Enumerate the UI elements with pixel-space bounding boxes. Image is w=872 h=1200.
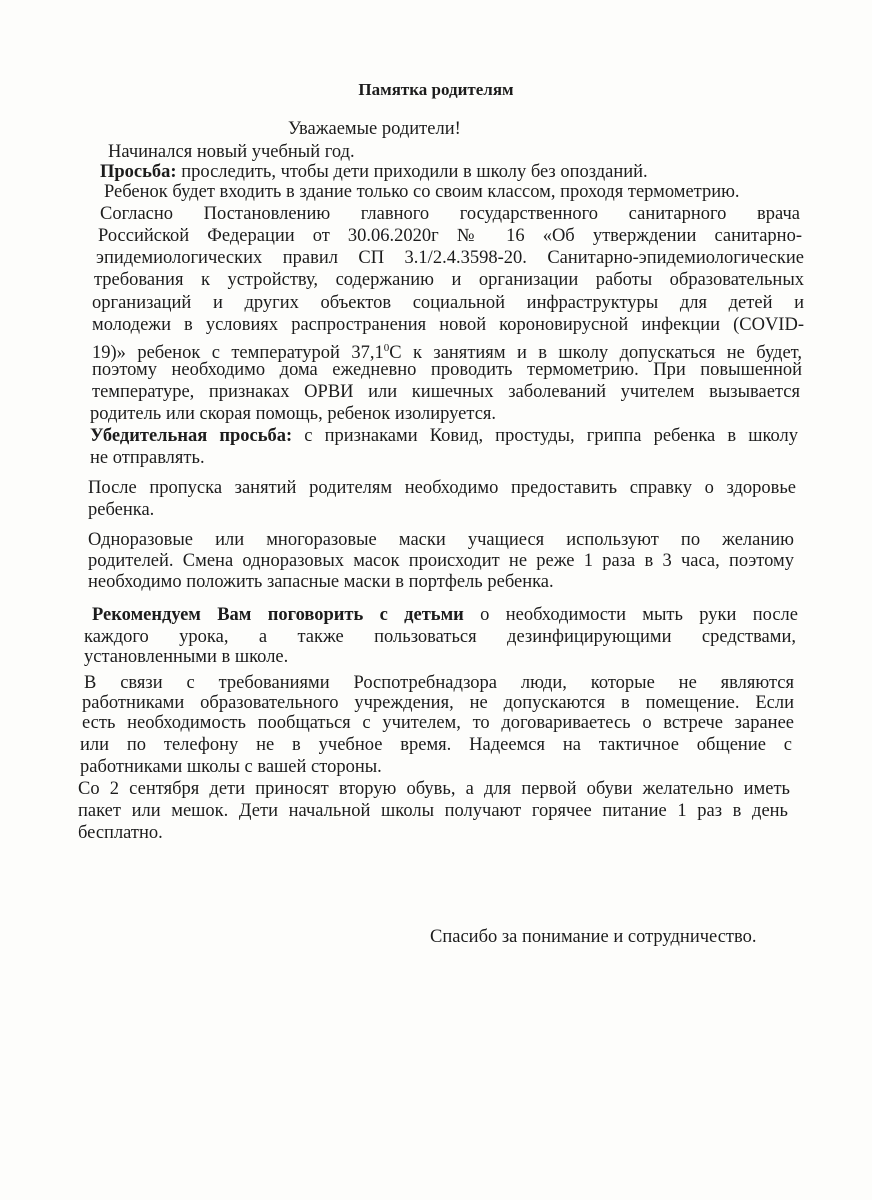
text-line: есть необходимость пообщаться с учителем, то договариваетесь о встрече заранее — [82, 713, 794, 733]
text-line: эпидемиологических правил СП 3.1/2.4.3598-20. Санитарно-эпидемиологические — [96, 248, 804, 268]
text-line: Начинался новый учебный год. — [108, 142, 355, 162]
text-line: ребенка. — [88, 500, 155, 520]
text-line: необходимо положить запасные маски в портфель ребенка. — [88, 572, 554, 592]
text-line: работниками школы с вашей стороны. — [80, 757, 382, 777]
text-line: температуре, признаках ОРВИ или кишечных заболеваний учителем вызывается — [92, 382, 800, 402]
text-line: не отправлять. — [90, 448, 205, 468]
text-line: или по телефону не в учебное время. Надеемся на тактичное общение с — [80, 735, 792, 755]
text-line: Одноразовые или многоразовые маски учащиеся используют по желанию — [88, 530, 794, 550]
text-line: Убедительная просьба: с признаками Ковид, простуды, гриппа ребенка в школу — [90, 426, 798, 446]
text-line: Со 2 сентября дети приносят вторую обувь, а для первой обуви желательно иметь — [78, 779, 790, 799]
text-line: 19)» ребенок с температурой 37,1$^0$С к занятиям и в школу допускаться не будет, — [92, 342, 802, 364]
text-line: каждого урока, а также пользоваться дезинфицирующими средствами, — [84, 627, 796, 647]
text-line: Рекомендуем Вам поговорить с детьми о необходимости мыть руки после — [92, 605, 799, 625]
text-line: Ребенок будет входить в здание только со своим классом, проходя термометрию. — [104, 182, 740, 202]
text-line: бесплатно. — [78, 823, 163, 843]
text-line: пакет или мешок. Дети начальной школы получают горячее питание 1 раз в день — [78, 801, 788, 821]
text-line: поэтому необходимо дома ежедневно проводить термометрию. При повышенной — [92, 360, 802, 380]
closing-line: Спасибо за понимание и сотрудничество. — [430, 927, 757, 947]
text-line: молодежи в условиях распространения новой короновирусной инфекции (COVID- — [92, 315, 804, 335]
text-line: Российской Федерации от 30.06.2020г № 16 «Об утверждении санитарно- — [98, 226, 802, 246]
text-line: родитель или скорая помощь, ребенок изолируется. — [90, 404, 497, 424]
text-line: В связи с требованиями Роспотребнадзора люди, которые не являются — [84, 673, 794, 693]
text-line: установленными в школе. — [84, 647, 289, 667]
text-line: После пропуска занятий родителям необходимо предоставить справку о здоровье — [88, 478, 796, 498]
text-line: организаций и других объектов социальной инфраструктуры для детей и — [92, 293, 804, 313]
greeting: Уважаемые родители! — [288, 119, 461, 139]
text-line: Просьба: проследить, чтобы дети приходили в школу без опозданий. — [100, 162, 648, 182]
text-line: родителей. Смена одноразовых масок происходит не реже 1 раза в 3 часа, поэтому — [88, 551, 794, 571]
text-line: Согласно Постановлению главного государственного санитарного врача — [100, 204, 800, 224]
text-line: требования к устройству, содержанию и организации работы образовательных — [94, 270, 804, 290]
document-title: Памятка родителям — [358, 80, 514, 99]
text-line: работниками образовательного учреждения, не допускаются в помещение. Если — [82, 693, 794, 713]
